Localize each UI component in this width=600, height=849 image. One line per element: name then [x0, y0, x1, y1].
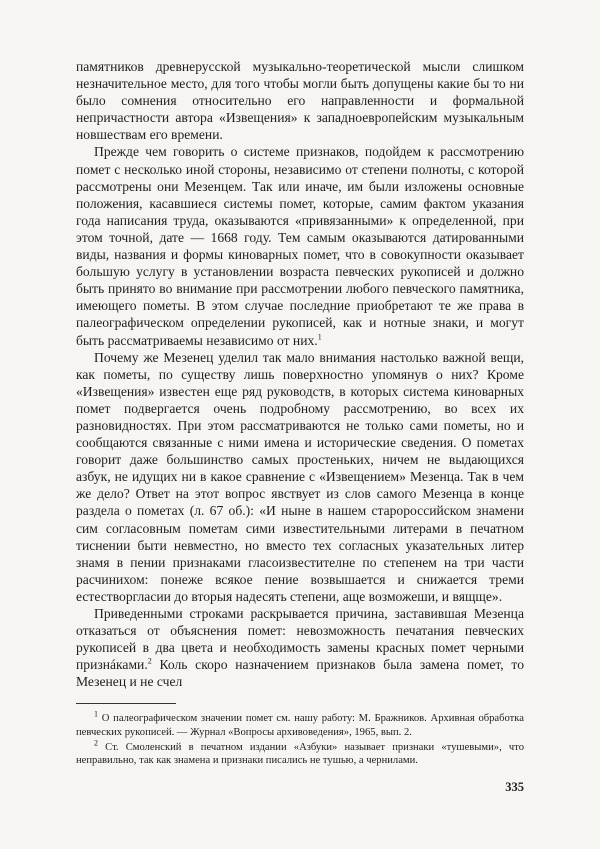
- paragraph-4-text: Приведенными строками раскрывается причина, заставившая Мезенца отказаться от объяснения помет: невозможность печатания певческих рукописей в два цвета и необходимость замены красных помет черными признáками.: [76, 606, 524, 673]
- footnote-ref-1[interactable]: 1: [317, 331, 322, 341]
- page-number: 335: [505, 780, 524, 794]
- paragraph-4-tail: Коль скоро назначением признаков была замена помет, то Мезенец и не счел: [76, 657, 524, 690]
- paragraph-3: Почему же Мезенец уделил так мало внимания настолько важной вещи, как пометы, по существу лишь поверхностно упомянув о них? Кроме «Извещения» известен еще ряд руководств, в которых система киноварных помет подвергается очень подробному рассмотрению, во всех их разновидностях. При этом рассматриваются не только сами пометы, но и сообщаются связанные с ними имена и исторические сведения. О пометах говорит даже большинство самых простеньких, ничем не выдающихся азбук, не идущих ни в какое сравнение с «Извещением» Мезенца. Так в чем же дело? Ответ на этот вопрос явствует из слов самого Мезенца в конце раздела о пометах (л. 67 об.): «И ныне в нашем старороссийском знамени сим согласовным пометам сими известительными литерами в печатном тиснении быти невместно, но вместо тех согласных указательных литер знамя в пении признаками гласоизвестителне по степенем на три части расчинихом: понеже всякое пение возвышается и снижается треми естестворгласии до вторыя надесять степени, аще возможеши, и вящще».: [76, 349, 524, 604]
- footnote-2-text: Ст. Смоленский в печатном издании «Азбуки» называет признаки «тушевыми», что неправильно, так как знамена и признаки писались не тушью, а чернилами.: [76, 741, 524, 767]
- footnote-1: [76, 709, 524, 739]
- footnote-marker-1: 1: [94, 709, 98, 719]
- paragraph-1: памятников древнерусской музыкально-теоретической мысли слишком незначительное место, для того чтобы могли быть допущены какие бы то ни было сомнения относительно его направленности и формальной непричастности автора «Извещения» к западноевропейским музыкальным новшествам его времени.: [76, 59, 524, 143]
- footnote-2: [76, 738, 524, 768]
- footnote-1-text: О палеографическом значении помет см. нашу работу: М. Бражников. Архивная обработка певческих рукописей. — Журнал «Вопросы архивоведения», 1965, вып. 2.: [76, 713, 524, 739]
- paragraph-2: [76, 143, 524, 348]
- footnote-ref-2[interactable]: 2: [147, 656, 152, 666]
- footnote-marker-2: 2: [94, 738, 98, 748]
- paragraph-4: [76, 605, 524, 690]
- footnote-divider: [76, 703, 176, 704]
- page-body: [76, 58, 524, 768]
- paragraph-2-text: Прежде чем говорить о системе признаков, подойдем к рассмотрению помет с несколько иной стороны, независимо от степени полноты, с которой рассмотрены они Мезенцем. Так или иначе, им были изложены основные положения, касавшиеся системы помет, которые, самим фактом указания года написания труда, оказываются «привязанными» к определенной, при этом точной, дате — 1668 году. Тем самым оказываются датированными виды, названия и формы киноварных помет, что в совокупности оказывает большую услугу в установлении возраста певческих рукописей и должно быть принято во внимание при рассмотрении любого певческого памятника, имеющего пометы. В этом случае последние приобретают те же права в палеографическом определении рукописей, как и нотные знаки, и могут быть рассматриваемы независимо от них.: [76, 144, 524, 348]
